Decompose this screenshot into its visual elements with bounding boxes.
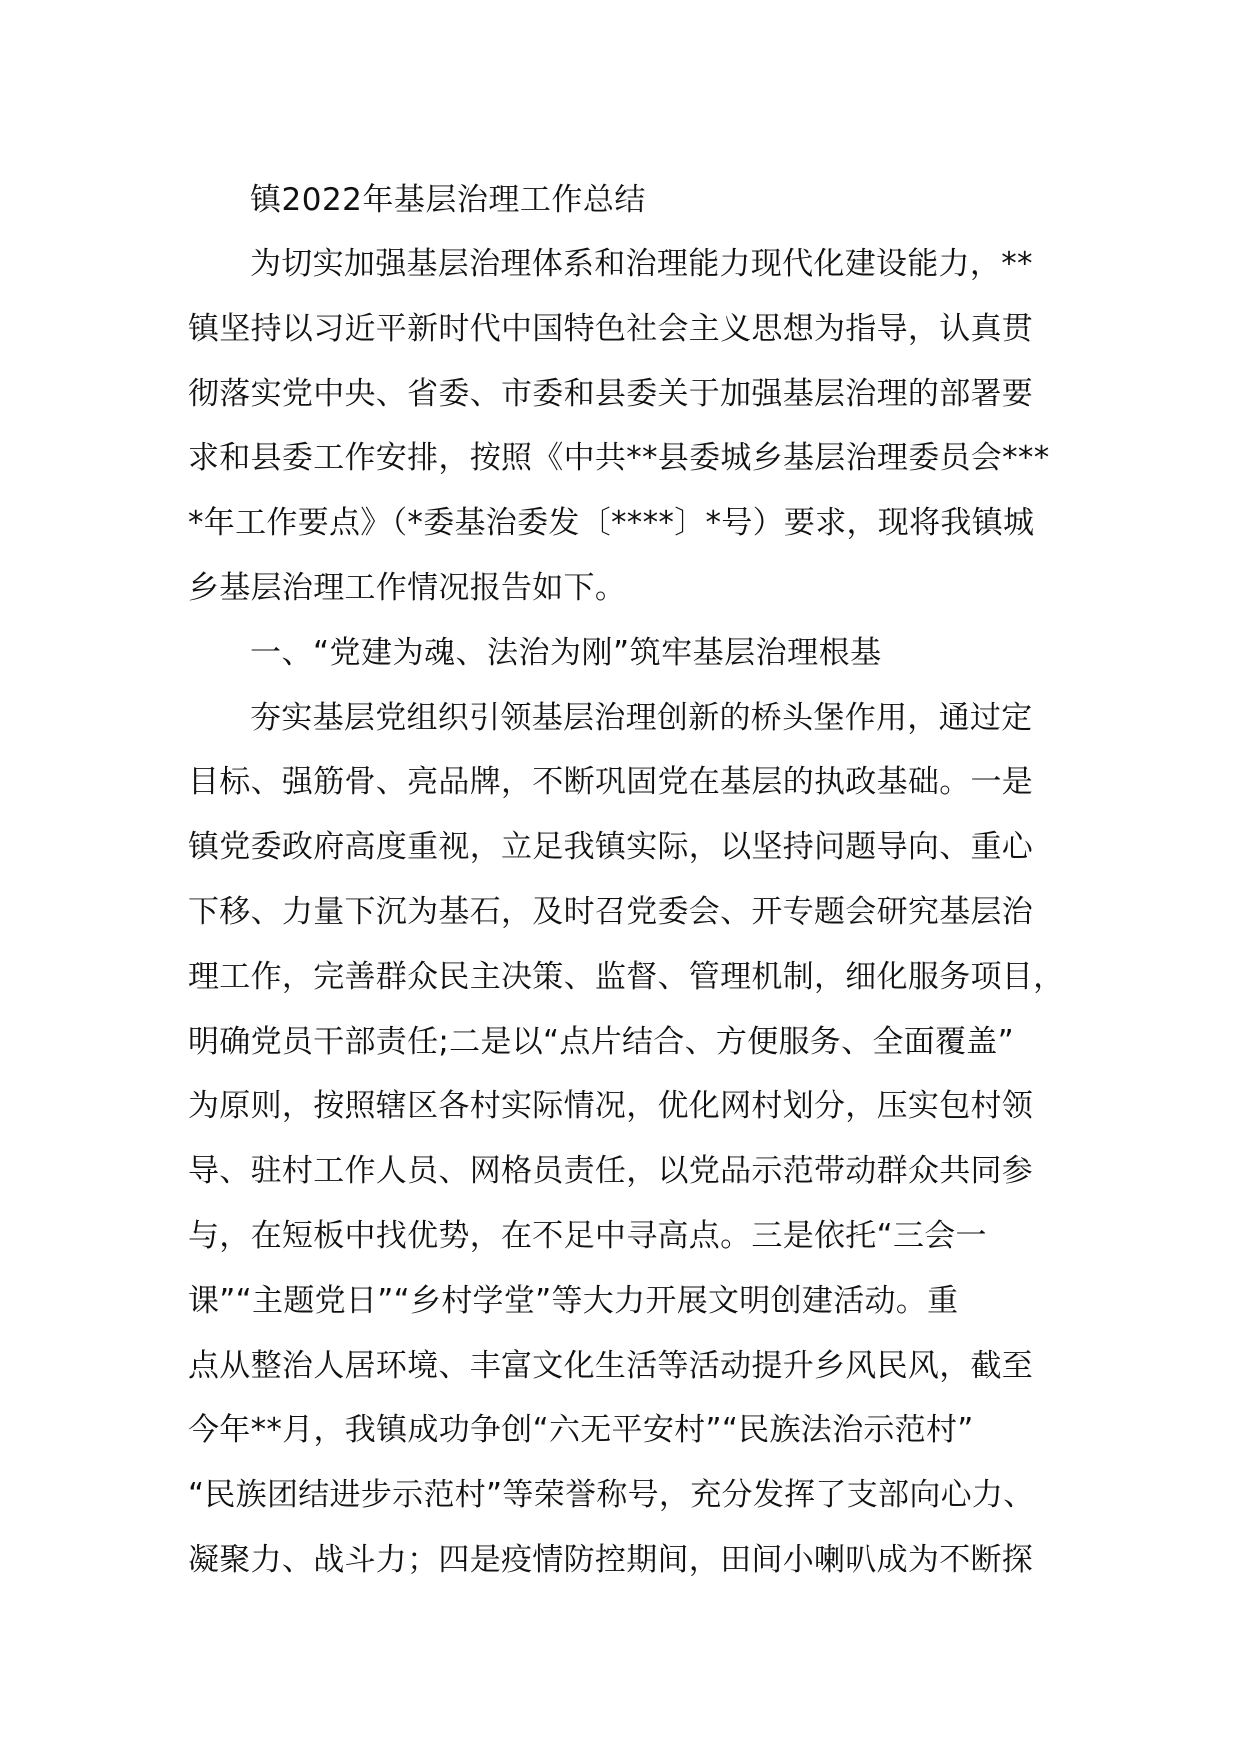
intro-line: 为切实加强基层治理体系和治理能力现代化建设能力，** xyxy=(250,246,1033,282)
intro-line: 镇坚持以习近平新时代中国特色社会主义思想为指导，认真贯 xyxy=(188,310,1034,347)
intro-line: *年工作要点》（*委基治委发〔****〕*号）要求，现将我镇城 xyxy=(188,505,1035,542)
intro-line: 求和县委工作安排，按照《中共**县委城乡基层治理委员会*** xyxy=(188,440,1050,477)
section-line: 夯实基层党组织引领基层治理创新的桥头堡作用，通过定 xyxy=(250,699,1033,736)
section-line: 目标、强筋骨、亮品牌，不断巩固党在基层的执政基础。一是 xyxy=(188,764,1034,801)
section-line: 明确党员干部责任;二是以“点片结合、方便服务、全面覆盖” xyxy=(188,1023,1014,1060)
intro-line: 乡基层治理工作情况报告如下。 xyxy=(188,569,627,606)
section-line: 理工作，完善群众民主决策、监督、管理机制，细化服务项目， xyxy=(188,958,1065,995)
section-line: 今年**月，我镇成功争创“六无平安村”“民族法治示范村” xyxy=(188,1412,974,1449)
section-heading: 一、“党建为魂、法治为刚”筑牢基层治理根基 xyxy=(250,634,882,671)
section-line: 凝聚力、战斗力；四是疫情防控期间，田间小喇叭成为不断探 xyxy=(188,1541,1034,1578)
section-heading-paragraph xyxy=(188,621,1058,686)
document-title: 镇2022年基层治理工作总结 xyxy=(250,182,646,218)
section-line: 为原则，按照辖区各村实际情况，优化网村划分，压实包村领 xyxy=(188,1088,1034,1125)
section-line: 课”“主题党日”“乡村学堂”等大力开展文明创建活动。重 xyxy=(188,1282,959,1319)
document-body xyxy=(188,168,1065,1593)
section-line: 与，在短板中找优势，在不足中寻高点。三是依托“三会一 xyxy=(188,1217,987,1254)
section-paragraph xyxy=(188,686,1065,1593)
intro-line: 彻落实党中央、省委、市委和县委关于加强基层治理的部署要 xyxy=(188,375,1034,412)
section-line: 导、驻村工作人员、网格员责任，以党品示范带动群众共同参 xyxy=(188,1153,1034,1190)
section-line: 点从整治人居环境、丰富文化生活等活动提升乡风民风，截至 xyxy=(188,1347,1034,1384)
section-line: 镇党委政府高度重视，立足我镇实际，以坚持问题导向、重心 xyxy=(188,829,1034,866)
section-line: 下移、力量下沉为基石，及时召党委会、开专题会研究基层治 xyxy=(188,893,1034,930)
intro-paragraph xyxy=(188,232,1058,621)
section-line: “民族团结进步示范村”等荣誉称号，充分发挥了支部向心力、 xyxy=(188,1477,1035,1514)
